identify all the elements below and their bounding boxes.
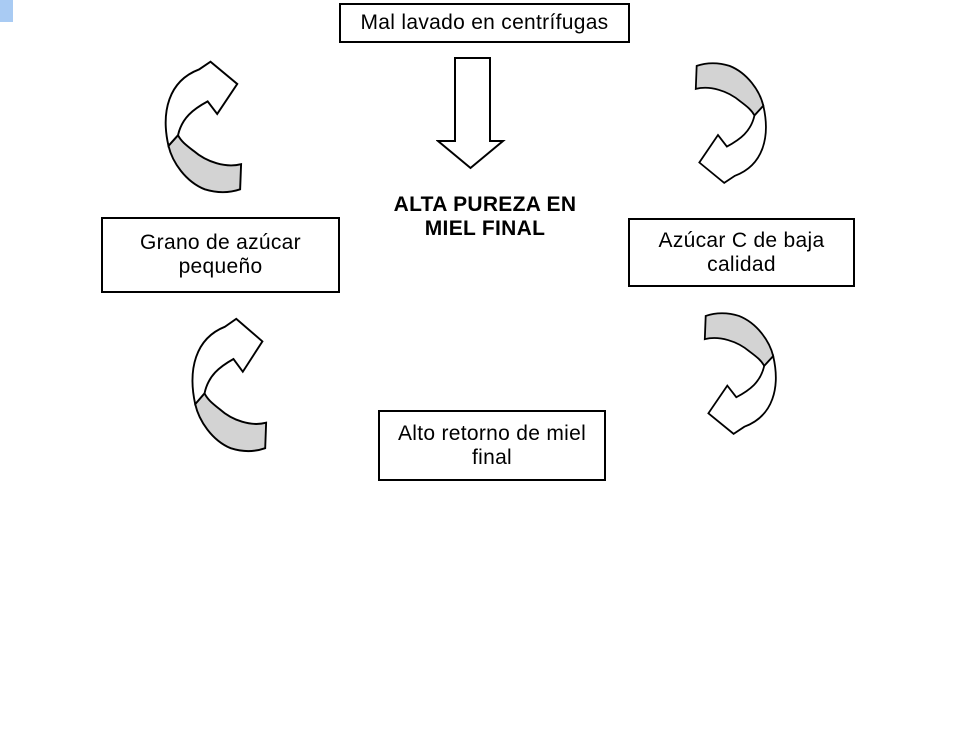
cause-box-left-label <box>140 231 301 279</box>
cycle-arrow-top-left-icon <box>157 54 243 199</box>
cause-box-bottom-line2: final <box>471 445 513 469</box>
cause-box-bottom-label <box>398 422 586 470</box>
cause-box-top-label: Mal lavado en centrífugas <box>360 11 609 34</box>
cause-box-bottom <box>378 410 606 481</box>
down-arrow-icon <box>436 56 506 172</box>
cause-box-left-line1: Grano de azúcar <box>140 231 301 254</box>
cause-box-right-line1: Azúcar C de baja <box>658 228 825 252</box>
cause-box-left-line2: pequeño <box>178 255 263 278</box>
scrollbar-thumb-rect <box>0 0 13 22</box>
cause-box-bottom-line1: Alto retorno de miel <box>397 421 587 445</box>
center-title-line1: ALTA PUREZA EN <box>393 193 577 216</box>
down-arrow-shape <box>438 58 503 168</box>
center-title <box>360 193 610 241</box>
cycle-arrow-bottom-right-icon <box>703 307 784 441</box>
scrollbar-thumb-fragment[interactable] <box>0 0 13 22</box>
cause-box-right-label <box>659 229 825 277</box>
center-title-line2: MIEL FINAL <box>424 217 546 240</box>
cause-box-top <box>339 3 630 43</box>
cause-box-right <box>628 218 855 287</box>
cycle-arrow-bottom-left-icon <box>184 311 268 458</box>
cycle-arrow-top-right-icon <box>694 57 774 190</box>
cause-box-left <box>101 217 340 293</box>
cause-box-right-line2: calidad <box>707 252 776 276</box>
